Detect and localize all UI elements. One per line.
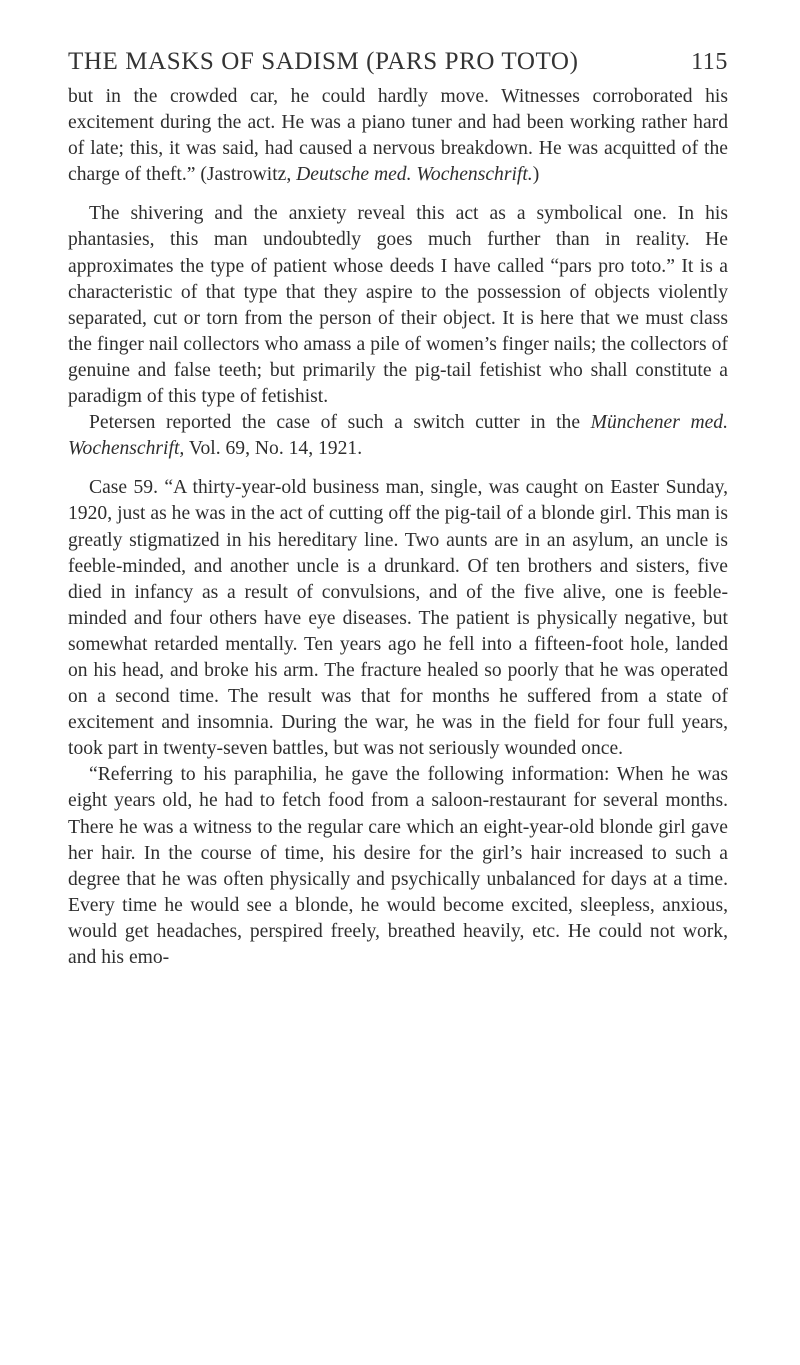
journal-citation-muenchener: Münchener med. Wochenschrift, <box>68 412 728 460</box>
paragraph-5: “Referring to his paraphilia, he gave the following information: When he was eight years old, he had to fetch food from a saloon-restaurant for several months. There he was a witness to the regular care which an eight-year-old blonde girl gave her hair. In the course of time, his desire for the girl’s hair increased to such a degree that he was often physically and psychically unbalanced for days at a time. Every time he would see a blonde, he would become excited, sleepless, anxious, would get headaches, perspired freely, breathed heavily, etc. He could not work, and his emo- <box>68 764 728 968</box>
body-text <box>68 84 728 971</box>
book-page <box>68 48 728 971</box>
paragraph-3-volume: Vol. 69, No. 14, 1921. <box>184 438 363 460</box>
paragraph-2: The shivering and the anxiety reveal this act as a symbolical one. In his phantasies, this man undoubtedly goes much further than in reality. He approximates the type of patient whose deeds I have called “pars pro toto.” It is a characteristic of that type that they aspire to the possession of objects violently separated, cut or torn from the person of their object. It is here that we must class the finger nail collectors who amass a pile of women’s finger nails; the collectors of genuine and false teeth; but primarily the pig-tail fetishist who shall constitute a paradigm of this type of fetishist. <box>68 203 728 408</box>
journal-citation-deutsche: Deutsche med. Wochenschrift. <box>296 164 533 186</box>
paragraph-case-59: Case 59. “A thirty-year-old business man, single, was caught on Easter Sunday, 1920, just as he was in the act of cutting off the pig-tail of a blonde girl. This man is greatly stigmatized in his hereditary line. Two aunts are in an asylum, an uncle is feeble-minded, and another uncle is a drunkard. Of ten brothers and sisters, five died in infancy as a result of convulsions, and of the five alive, one is feeble-minded and four others have eye diseases. The patient is physically negative, but somewhat retarded mentally. Ten years ago he fell into a fifteen-foot hole, landed on his head, and broke his arm. The fracture healed so poorly that he was operated on a second time. The result was that for months he suffered from a state of excitement and insomnia. During the war, he was in the field for four full years, took part in twenty-seven battles, but was not seriously wounded once. <box>68 477 728 760</box>
page-number: 115 <box>691 49 728 75</box>
paragraph-3 <box>68 410 728 462</box>
running-title: THE MASKS OF SADISM (PARS PRO TOTO) <box>68 48 579 75</box>
running-head <box>68 48 728 76</box>
paragraph-1 <box>68 84 728 188</box>
paragraph-1-text: but in the crowded car, he could hardly move. Witnesses corroborated his excitement during the act. He was a piano tuner and had been working rather hard of late; this, it was said, had caused a nervous breakdown. He was acquitted of the charge of theft.” (Jastrowitz, <box>68 86 728 186</box>
paragraph-3-text: Petersen reported the case of such a switch cutter in the <box>89 412 591 434</box>
paragraph-1-close: ) <box>532 164 540 186</box>
